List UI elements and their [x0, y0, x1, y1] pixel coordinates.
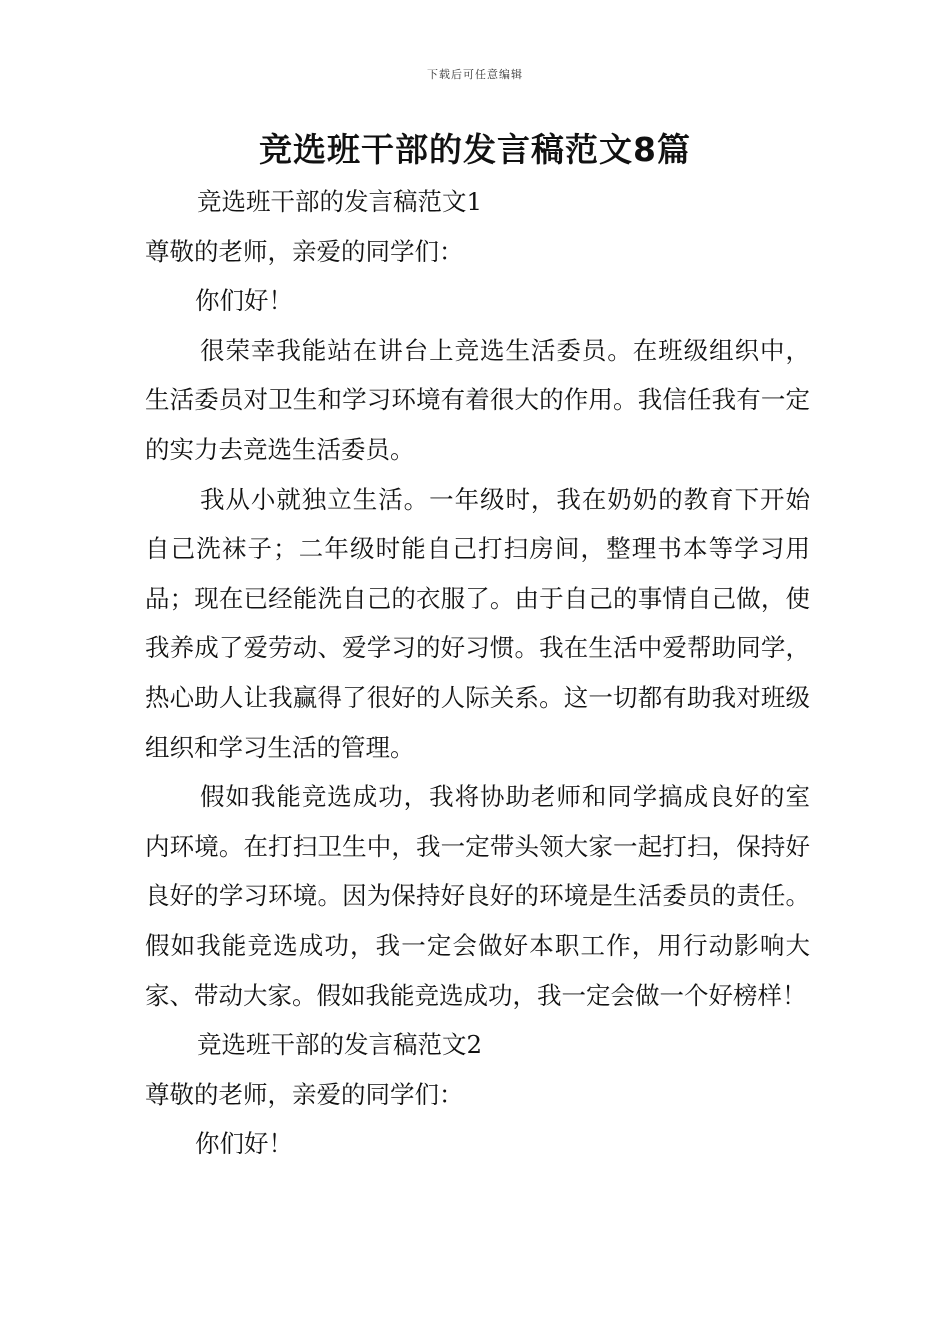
document-body	[145, 177, 810, 1169]
salutation-1: 尊敬的老师，亲爱的同学们：	[145, 236, 464, 266]
paragraph-3: 假如我能竞选成功，我将协助老师和同学搞成良好的室内环境。在打扫卫生中，我一定带头领大家一起打扫，保持好良好的学习环境。因为保持好良好的环境是生活委员的责任。假如我能竞选成功，我一定会做好本职工作，用行动影响大家、带动大家。假如我能竞选成功，我一定会做一个好榜样！	[145, 782, 810, 1010]
section-heading-1: 竞选班干部的发言稿范文1	[197, 187, 483, 216]
salutation-2: 尊敬的老师，亲爱的同学们：	[145, 1079, 464, 1109]
header-note: 下载后可任意编辑	[427, 68, 523, 81]
document-title: 竞选班干部的发言稿范文8篇	[259, 130, 691, 169]
greeting-2: 你们好！	[195, 1129, 293, 1159]
greeting-1: 你们好！	[195, 286, 293, 316]
paragraph-1: 很荣幸我能站在讲台上竞选生活委员。在班级组织中，生活委员对卫生和学习环境有着很大的作用。我信任我有一定的实力去竞选生活委员。	[145, 335, 810, 464]
paragraph-2: 我从小就独立生活。一年级时，我在奶奶的教育下开始自己洗袜子；二年级时能自己打扫房间，整理书本等学习用品；现在已经能洗自己的衣服了。由于自己的事情自己做，使我养成了爱劳动、爱学习的好习惯。我在生活中爱帮助同学，热心助人让我赢得了很好的人际关系。这一切都有助我对班级组织和学习生活的管理。	[145, 484, 810, 762]
section-heading-2: 竞选班干部的发言稿范文2	[197, 1030, 483, 1060]
